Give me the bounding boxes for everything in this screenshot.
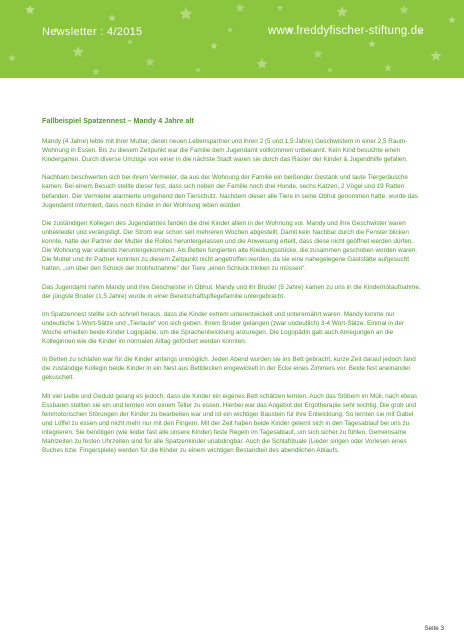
page-number: Seite 3 (424, 625, 444, 632)
star-icon (8, 54, 16, 61)
star-icon (92, 68, 100, 75)
star-icon (384, 64, 392, 71)
newsletter-header (0, 0, 464, 78)
star-decoration (0, 0, 464, 78)
star-icon (327, 67, 333, 72)
star-icon (145, 57, 155, 66)
star-icon (277, 5, 283, 10)
article (42, 116, 424, 464)
article-paragraph: Nachbarn beschwerten sich bei ihrem Vermieter, da aus der Wohnung der Familie ein beißender Gestank und laute Tiergeräusche kamen. Bei einem Besuch stellte dieser fest, dass sich neben der Familie noch drei Hunde, sechs Katzen, 2 Vögel und 19 Ratten befanden. Der Vermieter alarmierte umgehend den Tierschutz. Nachdem dieser alle Tiere in seine Obhut genommen hatte, wurde das Jugendamt informiert, dass noch Kinder in der Wohnung leben würden. (42, 174, 418, 209)
star-icon (368, 40, 376, 47)
article-title: Fallbeispiel Spatzennest – Mandy 4 Jahre alt (42, 116, 194, 125)
star-icon (72, 46, 83, 57)
website-link[interactable]: www.freddyfischer-stiftung.de (267, 25, 424, 37)
article-paragraph: Im Spatzennest stellte sich schnell heraus, dass die Kinder extrem unterentwickelt und unterernährt waren. Mandy konnte nur undeutliche 1-Wort-Sätze und „Tierlaute“ von sich geben. Ihrem Bruder gelangen (zwar undeutlich) 3-4 Wort-Sätze. Einmal in der Woche erhielten beide Kinder Logopädie, um die Sprachentwicklung anzuregen. Die Logopädin gab auch Anregungen an die Kolleginnen wie die Kinder im normalen Alltag gefördert werden konnten. (42, 310, 405, 346)
star-icon (195, 67, 201, 72)
star-icon (227, 27, 233, 32)
star-icon (313, 49, 323, 58)
article-paragraph: Mandy (4 Jahre) lebte mit ihrer Mutter, deren neuen Lebenspartner und ihren 2 (5 und 1,5 Jahre) Geschwistern in einer 2,5 Raum-Wohnung in Essen. Bis zu diesem Zeitpunkt war die Familie dem Jugendamt vollkommen unbekannt. Kein Kind besuchte einen Kindergarten. Durch diverse Umzüge von einer in die nächste Stadt waren sie durch das Raster der Kinder & Jugendhilfe gefallen. (42, 138, 408, 164)
star-icon (210, 42, 218, 49)
newsletter-title: Newsletter : 4/2015 (42, 26, 143, 38)
star-icon (430, 50, 441, 61)
article-paragraph: Mit viel Liebe und Geduld gelang es jedoch, dass die Kinder ein eigenes Bett schätzen lernten. Auch das Stöbern im Müll, nach etwas Essbaren stellten sie ein und lernten von einem Teller zu essen. Hierbei war das Angebot der Ergotherapie sehr wichtig. Die grob und feinmotorischen Störungen der Kinder zu bearbeiten war und ist ein wichtiger Baustein für ihre Entwicklung. So lernten sie mit Gabel und Löffel zu essen und nicht mehr nur mit den Fingern. Mit der Zeit haben beide Kinder gelernt sich in den Tagesablauf bei uns zu integrieren. Sie benötigen (wie leider fast alle unsere Kinder) feste Regeln im Tagesablauf, um sich sicher zu fühlen. Gemeinsame Mahlzeiten zu festen Uhrzeiten sind für alle Spatzenkinder unabdingbar. Auch die Schlafrituale (Lieder singen oder Vorlesen eines Buches bzw. Fingerspiele) werden für die Kinder zu einem wichtigen Bestandteil des abendlichen Ablaufs. (42, 392, 418, 455)
article-paragraph: In Betten zu schlafen war für die Kinder anfangs unmöglich. Jeden Abend wurden sie ins Bett gebracht, kurze Zeit darauf jedoch fand die zuständige Kollegin beide Kinder in ein Nest aus Bettdecken eingewickelt in der Ecke eines Zimmers vor. Beide fest aneinander gekuschelt. (42, 356, 416, 382)
star-icon (127, 39, 133, 44)
article-paragraph: Die zuständigen Kollegen des Jugendamtes fanden die drei Kinder allein in der Wohnung vor. Mandy und ihre Geschwister waren unbekleidet und verängstigt. Der Strom war schon seit mehreren Wochen abgestellt. Damit kein Nachbar durch die Fenster blicken konnte, hatte der Partner der Mutter die Rollos heruntergelassen und die Anweisung erteilt, dass diese nicht geöffnet werden dürfen. Die Wohnung war vollends heruntergekommen. Als Betten fungierten alte Kleidungsstücke, die zusammen geschoben worden waren. Die Mutter und ihr Partner konnten zu diesem Zeitpunkt nicht angetroffen werden, da sie eine nahegelegene Gaststätte aufgesucht hatten, „um über den Schock der Inobhutnahme“ der Tiere „einen Schluck trinken zu müssen“. (42, 219, 418, 273)
star-icon (256, 58, 267, 69)
star-icon (179, 7, 192, 20)
star-icon (235, 3, 245, 12)
star-icon (336, 6, 347, 17)
star-icon (399, 5, 409, 14)
star-icon (25, 5, 35, 14)
article-paragraph: Das Jugendamt nahm Mandy und ihre Geschwister in Obhut. Mandy und ihr Bruder (5 Jahre) kamen zu uns in die Kindernotaufnahme, der jüngste Bruder (1,5 Jahre) wurde in einer Bereitschaftspflegefamilie untergebracht. (42, 283, 421, 300)
star-icon (448, 16, 456, 23)
star-icon (108, 14, 116, 21)
